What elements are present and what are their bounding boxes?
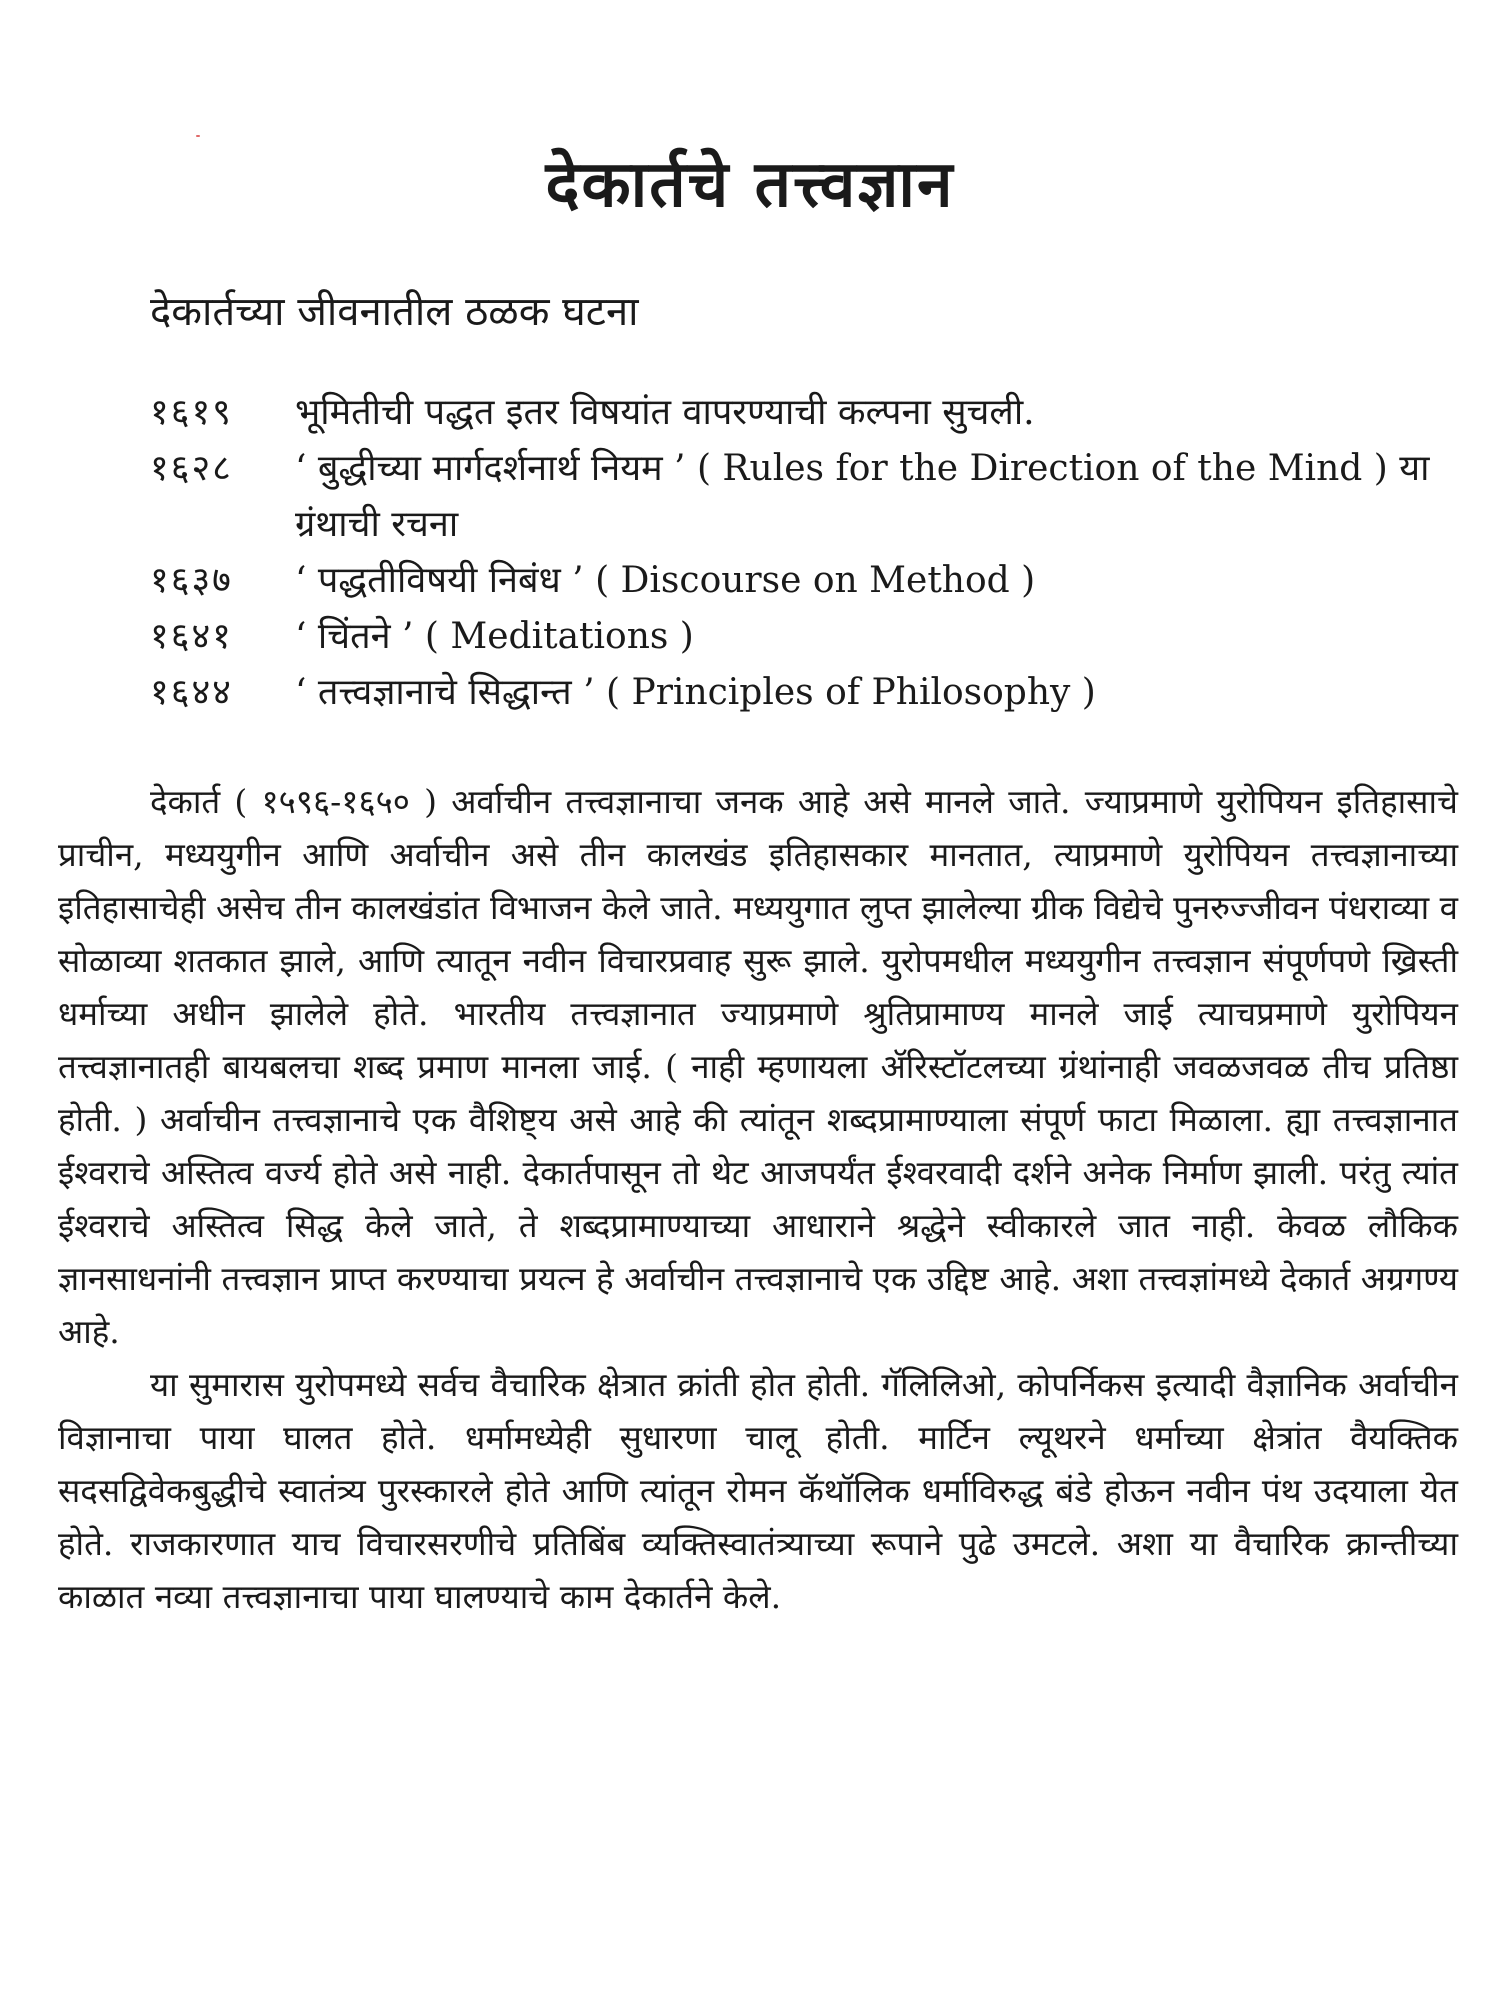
timeline-year: १६१९ <box>150 392 233 433</box>
ink-speck <box>196 135 200 137</box>
timeline-list <box>150 385 1470 721</box>
timeline-row <box>150 665 1470 721</box>
timeline-event: भूमितीची पद्धत इतर विषयांत वापरण्याची कल्पना सुचली. <box>295 392 1035 433</box>
timeline-year: १६३७ <box>150 560 233 601</box>
timeline-row <box>150 441 1470 553</box>
body-paragraph: या सुमारास युरोपमध्ये सर्वच वैचारिक क्षेत्रात क्रांती होत होती. गॅलिलिओ, कोपर्निकस इत्यादी वैज्ञानिक अर्वाचीन विज्ञानाचा पाया घालत होते. धर्मामध्येही सुधारणा चालू होती. मार्टिन ल्यूथरने धर्माच्या क्षेत्रांत वैयक्तिक सदसद्विवेकबुद्धीचे स्वातंत्र्य पुरस्कारले होते आणि त्यांतून रोमन कॅथॉलिक धर्माविरुद्ध बंडे होऊन नवीन पंथ उदयाला येत होते. राजकारणात याच विचारसरणीचे प्रतिबिंब व्यक्तिस्वातंत्र्याच्या रूपाने पुढे उमटले. अशा या वैचारिक क्रान्तीच्या काळात नव्या तत्त्वज्ञानाचा पाया घालण्याचे काम देकार्तने केले. <box>58 1365 1458 1616</box>
section-subtitle: देकार्तच्या जीवनातील ठळक घटना <box>150 289 639 335</box>
page-title: देकार्तचे तत्त्वज्ञान <box>545 147 955 222</box>
timeline-year: १६४१ <box>150 616 233 657</box>
timeline-row <box>150 609 1470 665</box>
body-text <box>58 775 1458 1623</box>
body-paragraph: देकार्त ( १५९६-१६५० ) अर्वाचीन तत्त्वज्ञानाचा जनक आहे असे मानले जाते. ज्याप्रमाणे युरोपियन इतिहासाचे प्राचीन, मध्ययुगीन आणि अर्वाचीन असे तीन कालखंड इतिहासकार मानतात, त्याप्रमाणे युरोपियन तत्त्वज्ञानाच्या इतिहासाचेही असेच तीन कालखंडांत विभाजन केले जाते. मध्ययुगात लुप्त झालेल्या ग्रीक विद्येचे पुनरुज्जीवन पंधराव्या व सोळाव्या शतकात झाले, आणि त्यातून नवीन विचारप्रवाह सुरू झाले. युरोपमधील मध्ययुगीन तत्त्वज्ञान संपूर्णपणे ख्रिस्ती धर्माच्या अधीन झालेले होते. भारतीय तत्त्वज्ञानात ज्याप्रमाणे श्रुतिप्रामाण्य मानले जाई त्याचप्रमाणे युरोपियन तत्त्वज्ञानातही बायबलचा शब्द प्रमाण मानला जाई. ( नाही म्हणायला ॲरिस्टॉटलच्या ग्रंथांनाही जवळजवळ तीच प्रतिष्ठा होती. ) अर्वाचीन तत्त्वज्ञानाचे एक वैशिष्ट्य असे आहे की त्यांतून शब्दप्रामाण्याला संपूर्ण फाटा मिळाला. ह्या तत्त्वज्ञानात ईश्वराचे अस्तित्व वर्ज्य होते असे नाही. देकार्तपासून तो थेट आजपर्यंत ईश्वरवादी दर्शने अनेक निर्माण झाली. परंतु त्यांत ईश्वराचे अस्तित्व सिद्ध केले जाते, ते शब्दप्रामाण्याच्या आधाराने श्रद्धेने स्वीकारले जात नाही. केवळ लौकिक ज्ञानसाधनांनी तत्त्वज्ञान प्राप्त करण्याचा प्रयत्न हे अर्वाचीन तत्त्वज्ञानाचे एक उद्दिष्ट आहे. अशा तत्त्वज्ञांमध्ये देकार्त अग्रगण्य आहे. <box>58 782 1459 1351</box>
timeline-row <box>150 553 1470 609</box>
timeline-event: ‘ पद्धतीविषयी निबंध ’ ( Discourse on Method ) <box>295 560 1036 601</box>
timeline-event: ‘ तत्त्वज्ञानाचे सिद्धान्त ’ ( Principles of Philosophy ) <box>295 672 1096 713</box>
timeline-year: १६२८ <box>150 448 233 489</box>
timeline-year: १६४४ <box>150 672 233 713</box>
timeline-event: ‘ चिंतने ’ ( Meditations ) <box>295 616 694 657</box>
timeline-row <box>150 385 1470 441</box>
timeline-event: ‘ बुद्धीच्या मार्गदर्शनार्थ नियम ’ ( Rules for the Direction of the Mind ) या ग्रंथाची रचना <box>295 448 1430 545</box>
